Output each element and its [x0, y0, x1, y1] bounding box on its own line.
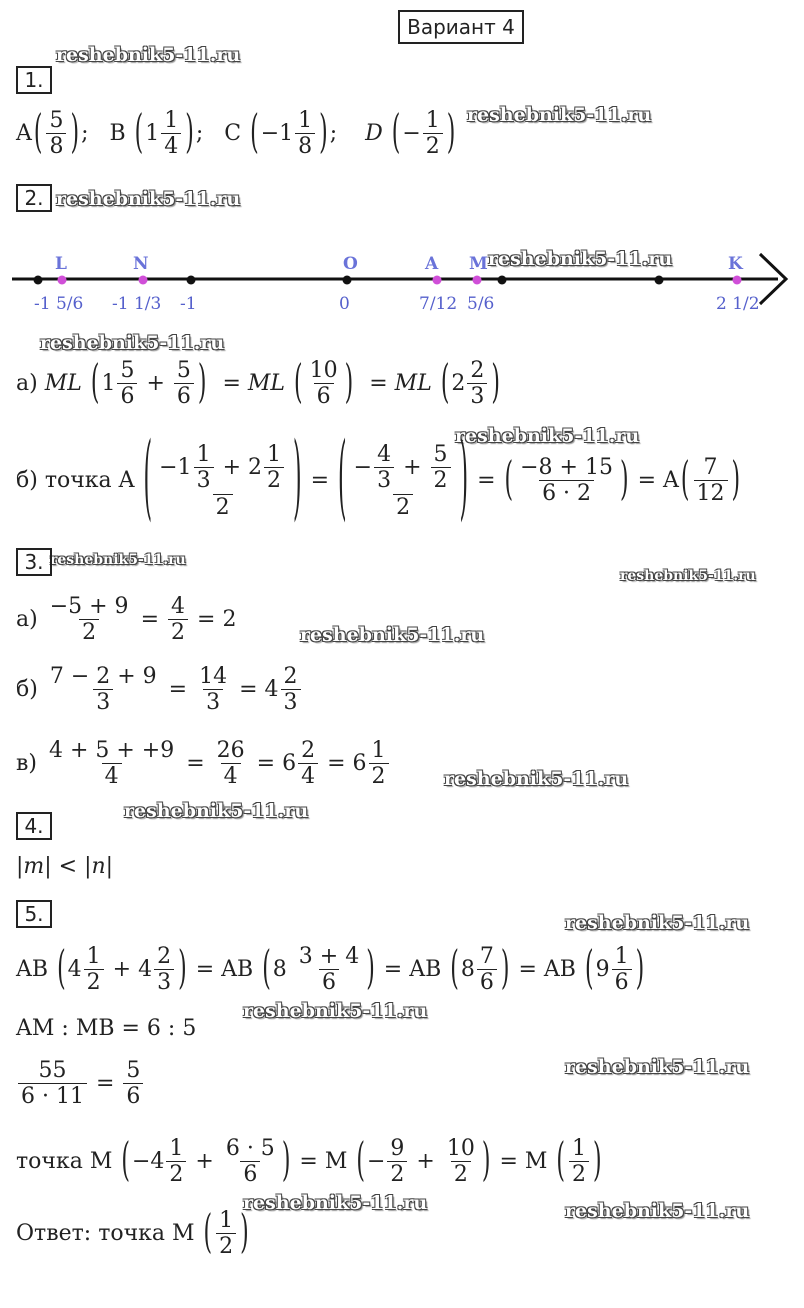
task-number-4: 4.: [16, 812, 52, 840]
variant-title: Вариант 4: [398, 10, 524, 44]
watermark: reshebnik5-11.ru: [565, 912, 750, 934]
watermark: reshebnik5-11.ru: [243, 1000, 428, 1022]
task4-inequality: |m| < |n|: [16, 854, 114, 879]
point-K-dot: [733, 276, 742, 285]
point-L-value: -1 5/6: [34, 294, 84, 314]
task2a-line: а) ML (1 $\frac{5}{6}$ + $\frac{5}{6}$ ) = ML ( $\frac{10}{6}$ ) = ML (2 $\frac{2}{3}$ ): [16, 357, 500, 411]
task5-ratio: AM : MB = 6 : 5: [16, 1016, 197, 1041]
watermark: reshebnik5-11.ru: [455, 425, 640, 447]
task3b-line: б) $\frac{7 - 2 + 9}{3}$ = $\frac{14}{3}$ = 4 $\frac{2}{3}$: [16, 664, 303, 716]
task-number-1: 1.: [16, 66, 52, 94]
task3a-line: а) $\frac{-5 + 9}{2}$ = $\frac{4}{2}$ = 2: [16, 594, 237, 646]
task1-points: A( $\frac{5}{8}$ ); B (1 $\frac{1}{4}$ ); C (−1 $\frac{1}{8}$ ); D (− $\frac{1}{2}$ ): [16, 107, 456, 161]
task5-answer: Ответ: точка M ( $\frac{1}{2}$ ): [16, 1207, 249, 1261]
task3c-line: в) $\frac{4 + 5 + +9}{4}$ = $\frac{26}{4}$ = 6 $\frac{2}{4}$ = 6 $\frac{1}{2}$: [16, 738, 391, 790]
point-A-label: A: [425, 254, 439, 274]
point-M-label: M: [469, 254, 488, 274]
watermark: reshebnik5-11.ru: [56, 44, 241, 66]
watermark: reshebnik5-11.ru: [467, 104, 652, 126]
watermark: reshebnik5-11.ru: [243, 1192, 428, 1214]
task5-ab-line: AB (4 $\frac{1}{2}$ + 4 $\frac{2}{3}$ ) = AB (8 $\frac{3 + 4}{6}$ ) = AB (8 $\frac{7}{6}$ ) = AB (9 $\frac{1}{6}$ ): [16, 943, 645, 997]
watermark: reshebnik5-11.ru: [620, 568, 756, 584]
watermark: reshebnik5-11.ru: [124, 800, 309, 822]
task-number-5: 5.: [16, 900, 52, 928]
point-K-value: 2 1/2: [716, 294, 760, 314]
task5-point-m-line: точка M (−4 $\frac{1}{2}$ + $\frac{6 \cdot 5}{6}$ ) = M (− $\frac{9}{2}$ + $\frac{10}{2}$ ) = M ( $\frac{1}{2}$ ): [16, 1135, 602, 1189]
point-N-value: -1 1/3: [112, 294, 162, 314]
tick-dot: [498, 276, 507, 285]
watermark: reshebnik5-11.ru: [50, 552, 186, 568]
point-L-label: L: [55, 254, 67, 274]
point-K-label: K: [728, 254, 743, 274]
tick-dot: [655, 276, 664, 285]
watermark: reshebnik5-11.ru: [444, 768, 629, 790]
point-M-dot: [473, 276, 482, 285]
point-minus1-dot: [187, 276, 196, 285]
point-O-label: O: [343, 254, 358, 274]
task2b-line: б) точка A ( −1 $\frac{1}{3}$ + 2 $\frac{1}{2}$ 2 ) = ( − $\frac{4}{3}$ + $\frac{5}{2}$ 2 ) = ( $\frac{-8 + 15}{6 \cdot 2}$ ) = A( $\frac{7}{12}$ ): [16, 428, 741, 534]
task5-fraction-line: $\frac{55}{6 \cdot 11}$ = $\frac{5}{6}$: [16, 1058, 145, 1110]
task-number-3: 3.: [16, 548, 52, 576]
point-A-value: 7/12: [419, 294, 458, 314]
point-L-dot: [58, 276, 67, 285]
point-M-value: 5/6: [467, 294, 495, 314]
watermark: reshebnik5-11.ru: [40, 332, 225, 354]
watermark: reshebnik5-11.ru: [300, 624, 485, 646]
point-N-dot: [139, 276, 148, 285]
point-O-dot: [343, 276, 352, 285]
watermark: reshebnik5-11.ru: [565, 1056, 750, 1078]
point-O-value: 0: [339, 294, 350, 314]
point-minus1-value: -1: [180, 294, 197, 314]
point-N-label: N: [133, 254, 149, 274]
tick-dot: [34, 276, 43, 285]
watermark: reshebnik5-11.ru: [56, 188, 241, 210]
task-number-2: 2.: [16, 184, 52, 212]
watermark: reshebnik5-11.ru: [565, 1200, 750, 1222]
watermark: reshebnik5-11.ru: [488, 248, 673, 270]
point-A-dot: [433, 276, 442, 285]
